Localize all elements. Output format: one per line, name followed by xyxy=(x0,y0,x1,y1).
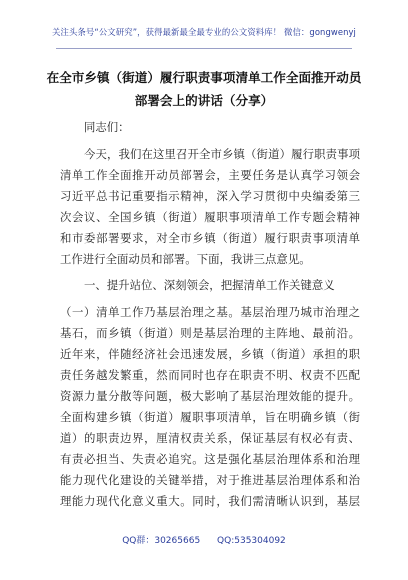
header-note: 关注头条号“公文研究”，获得最新最全最专业的公文资料库！ 微信：gongwenyj xyxy=(52,27,356,37)
paragraph-line: 今天，我们在这里召开全市乡镇（街道）履行职责事项 xyxy=(84,147,360,161)
paragraph-line: 基石，而乡镇（街道）则是基层治理的主阵地、最前沿。 xyxy=(60,326,360,340)
paragraph-line: 工作进行全面动员和部署。下面，我讲三点意见。 xyxy=(60,252,311,266)
header-divider xyxy=(56,48,352,49)
subsection-heading: （一）清单工作乃基层治理之基。基层治理乃城市治理之 xyxy=(60,305,360,319)
footer-qq-group: QQ群：30265665 xyxy=(122,536,201,546)
paragraph-line: 次会议、全国乡镇（街道）履职事项清单工作专题会精神 xyxy=(60,210,360,224)
section-heading: 一、提升站位、深刻领会，把握清单工作关键意义 xyxy=(84,278,335,292)
paragraph-line: 清单工作全面推开动员部署会，主要任务是认真学习领会 xyxy=(60,168,360,182)
paragraph-line: 能力现代化建设的关键举措，对于推进基层治理体系和治 xyxy=(60,473,360,487)
footer-qq: QQ:535304092 xyxy=(217,536,286,546)
paragraph-line: 习近平总书记重要指示精神，深入学习贯彻中央编委第三 xyxy=(60,189,360,203)
document-title-line-2: 部署会上的讲话（分享） xyxy=(134,93,274,108)
paragraph-line: 理能力现代化意义重大。同时，我们需清晰认识到，基层 xyxy=(60,494,360,508)
paragraph-line: 有责必担当、失责必追究。这是强化基层治理体系和治理 xyxy=(60,452,360,466)
paragraph-line: 责任务越发繁重，然而同时也存在职责不明、权责不匹配 xyxy=(60,368,360,382)
footer-contact xyxy=(0,533,408,546)
document-title-line-1: 在全市乡镇（街道）履行职责事项清单工作全面推开动员 xyxy=(46,70,362,85)
paragraph-line: 全面构建乡镇（街道）履职事项清单，旨在明确乡镇（街 xyxy=(60,410,360,424)
paragraph-line: 资源力量分散等问题，极大影响了基层治理效能的提升。 xyxy=(60,389,360,403)
paragraph-line: 近年来，伴随经济社会迅速发展，乡镇（街道）承担的职 xyxy=(60,347,360,361)
salutation: 同志们： xyxy=(84,120,130,134)
paragraph-line: 道）的职责边界，厘清权责关系，保证基层有权必有责、 xyxy=(60,431,360,445)
paragraph-line: 和市委部署要求，对全市乡镇（街道）履行职责事项清单 xyxy=(60,231,360,245)
